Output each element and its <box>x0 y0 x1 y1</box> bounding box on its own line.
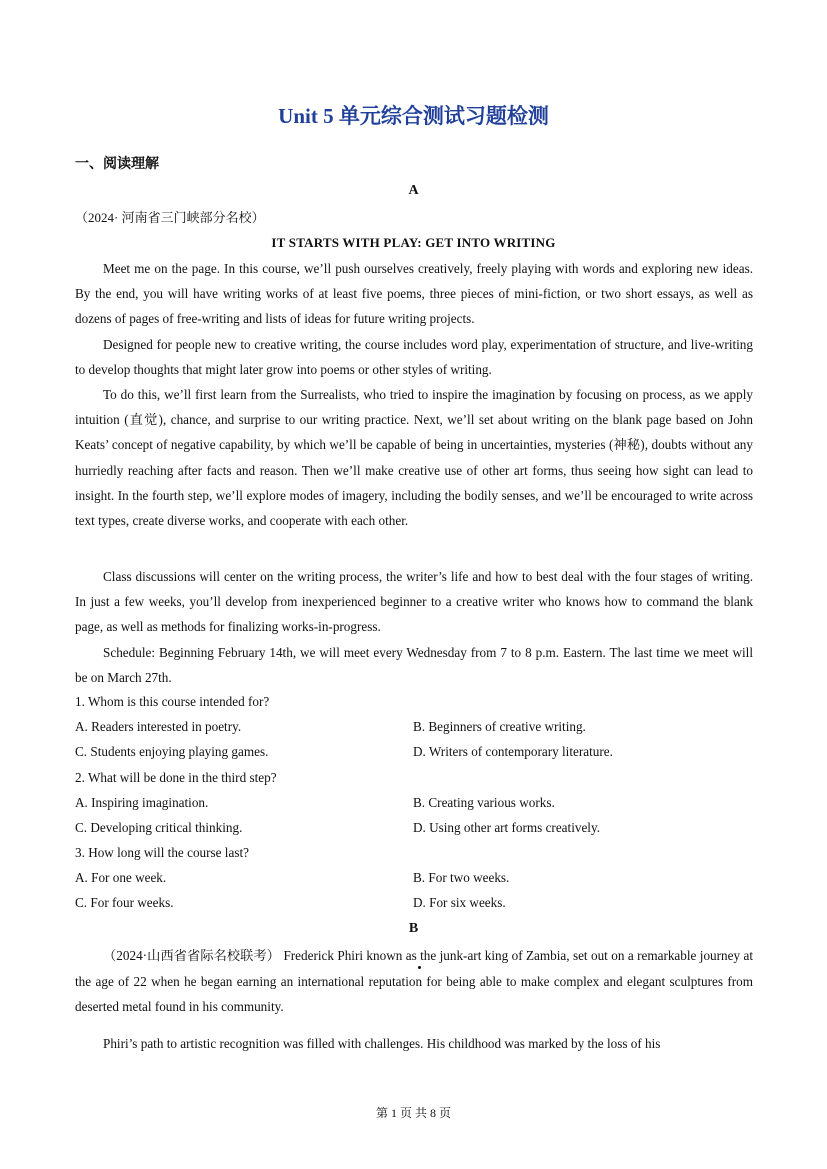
option: C. For four weeks. <box>75 895 174 910</box>
section-heading: 一、阅读理解 <box>75 157 159 172</box>
emphasis-dot <box>418 966 421 969</box>
option: C. Developing critical thinking. <box>75 820 243 835</box>
paragraph: Schedule: Beginning February 14th, we will meet every Wednesday from 7 to 8 p.m. Eastern. The last time we meet will be on March 27th. <box>75 645 753 686</box>
option: D. Writers of contemporary literature. <box>413 744 613 759</box>
page-footer: 第 1 页 共 8 页 <box>375 1106 451 1120</box>
passage-b-letter: B <box>408 921 419 936</box>
paragraph: Designed for people new to creative writing, the course includes word play, experimentation of structure, and live-writing to develop thoughts that might later grow into poems or other styles of writing. <box>75 337 753 378</box>
option: A. Inspiring imagination. <box>75 795 209 810</box>
passage-a-letter: A <box>408 183 419 198</box>
option: D. Using other art forms creatively. <box>413 820 601 835</box>
option: B. Beginners of creative writing. <box>413 719 586 734</box>
paragraph: Phiri’s path to artistic recognition was filled with challenges. His childhood was marked by the loss of his <box>103 1036 661 1051</box>
option: A. Readers interested in poetry. <box>75 719 242 734</box>
option: A. For one week. <box>75 870 167 885</box>
question-stem: 1. Whom is this course intended for? <box>75 694 270 709</box>
option: D. For six weeks. <box>413 895 506 910</box>
paragraph: Class discussions will center on the writing process, the writer’s life and how to best deal with the four stages of writing. In just a few weeks, you’ll develop from inexperienced beginner to a creative writer who knows how to command the blank page, as well as methods for finalizing works-in-progress. <box>75 569 753 635</box>
option: C. Students enjoying playing games. <box>75 744 269 759</box>
passage-a-source: （2024· 河南省三门峡部分名校） <box>75 210 265 225</box>
paragraph: Meet me on the page. In this course, we’ll push ourselves creatively, freely playing with words and exploring new ideas. By the end, you will have writing works of at least five poems, three pieces of mini-fiction, or two short essays, as well as dozens of pages of free-writing and lists of ideas for future writing projects. <box>75 261 753 327</box>
passage-a-heading: IT STARTS WITH PLAY: GET INTO WRITING <box>271 235 556 250</box>
document-title: Unit 5 单元综合测试习题检测 <box>278 104 549 128</box>
question-stem: 3. How long will the course last? <box>75 845 249 860</box>
paragraph: To do this, we’ll first learn from the Surrealists, who tried to inspire the imagination by focusing on process, as we apply intuition (直觉), chance, and surprise to our writing practice. Next, we’ll set about writing on the blank page based on John Keats’ concept of negative capability, by which we’ll be capable of being in uncertainties, mysteries (神秘), doubts without any hurriedly reaching after facts and reason. Then we’ll make creative use of other art forms, thus seeing how sight can lead to insight. In the fourth step, we’ll explore modes of imagery, including the bodily senses, and we’ll be encouraged to write across text types, create diverse works, and cooperate with each other. <box>75 387 753 529</box>
option: B. For two weeks. <box>413 870 510 885</box>
paragraph: （2024·山西省省际名校联考） Frederick Phiri known as the junk-art king of Zambia, set out on a remarkable journey at the age of 22 when he began earning an international reputation for being able to make complex and elegant sculptures from deserted metal found in his community. <box>75 948 753 1014</box>
question-stem: 2. What will be done in the third step? <box>75 770 277 785</box>
option: B. Creating various works. <box>413 795 555 810</box>
